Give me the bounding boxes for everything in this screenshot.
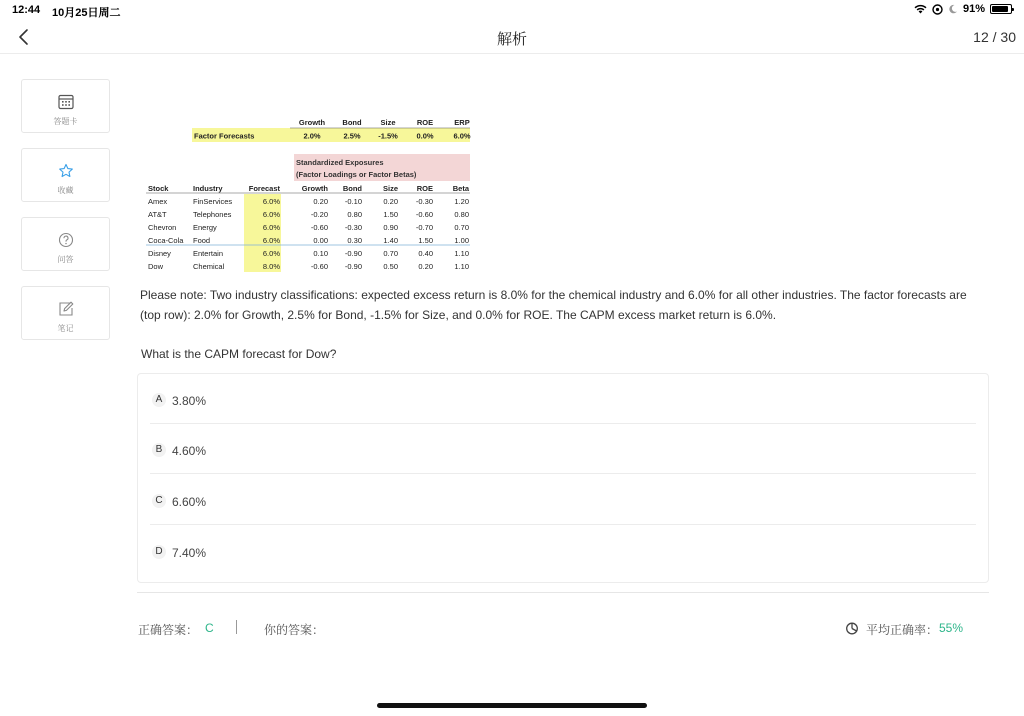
table-cell: AT&T xyxy=(148,210,167,219)
table-cell: 1.00 xyxy=(454,236,469,245)
edit-note-icon xyxy=(56,299,76,319)
column-header: Stock xyxy=(148,184,169,193)
table-cell: 0.80 xyxy=(347,210,362,219)
table-cell: -0.60 xyxy=(310,262,328,271)
table-cell: Telephones xyxy=(193,210,232,219)
table-cell: 0.00 xyxy=(313,236,328,245)
sidebar-item-label: 问答 xyxy=(57,255,74,264)
table-cell: Entertain xyxy=(193,249,224,258)
table-cell: 6.0% xyxy=(262,249,280,258)
factor-header: ROE xyxy=(416,118,434,127)
option-c[interactable] xyxy=(150,475,976,525)
option-letter: C xyxy=(152,494,166,508)
column-header: Growth xyxy=(301,184,328,193)
table-cell: Amex xyxy=(148,197,168,206)
table-cell: -0.90 xyxy=(344,262,362,271)
correct-answer-label: 正确答案： xyxy=(138,623,199,637)
table-cell: Chemical xyxy=(193,262,225,271)
factor-exposure-table xyxy=(140,108,480,278)
page-title: 解析 xyxy=(496,31,527,48)
table-cell: Disney xyxy=(148,249,171,258)
location-lock-icon xyxy=(932,4,943,15)
factor-forecast-value: 6.0% xyxy=(453,131,471,141)
question-text: What is the CAPM forecast for Dow? xyxy=(141,347,337,361)
column-header: ROE xyxy=(416,184,433,193)
answer-bar xyxy=(0,620,1024,636)
table-cell: 0.20 xyxy=(383,197,398,206)
moon-icon xyxy=(948,4,958,14)
table-cell: 6.0% xyxy=(262,210,280,219)
table-cell: Dow xyxy=(148,262,164,271)
battery-icon xyxy=(990,4,1012,14)
question-progress: 12 / 30 xyxy=(973,29,1016,45)
factor-header: ERP xyxy=(454,118,470,127)
table-cell: 0.50 xyxy=(383,262,398,271)
table-cell: Energy xyxy=(193,223,217,232)
option-text: 7.40% xyxy=(172,546,207,560)
table-cell: -0.60 xyxy=(415,210,433,219)
option-letter: B xyxy=(152,443,166,457)
question-circle-icon xyxy=(56,230,76,250)
divider xyxy=(137,592,989,593)
option-letter: A xyxy=(152,393,166,407)
sidebar-item-label: 笔记 xyxy=(57,324,74,333)
sidebar-item-label: 答题卡 xyxy=(53,117,78,126)
table-cell: 1.40 xyxy=(383,236,398,245)
option-text: 6.60% xyxy=(172,495,207,509)
table-cell: 0.10 xyxy=(313,249,328,258)
home-indicator[interactable] xyxy=(377,703,647,708)
table-cell: 1.50 xyxy=(383,210,398,219)
table-cell: -0.10 xyxy=(344,197,362,206)
factor-forecast-value: 0.0% xyxy=(416,131,434,141)
table-cell: 1.10 xyxy=(454,262,469,271)
factor-header: Size xyxy=(380,118,396,127)
column-header: Industry xyxy=(193,184,223,193)
column-header: Size xyxy=(382,184,398,193)
calendar-grid-icon xyxy=(56,92,76,112)
table-cell: Chevron xyxy=(148,223,177,232)
column-header: Beta xyxy=(452,184,469,193)
sidebar-item-label: 收藏 xyxy=(57,186,74,195)
option-d[interactable] xyxy=(150,526,976,576)
option-text: 3.80% xyxy=(172,394,207,408)
battery-level xyxy=(992,6,1008,12)
table-cell: 1.10 xyxy=(454,249,469,258)
table-cell: 0.70 xyxy=(454,223,469,232)
forecasts-label: Factor Forecasts xyxy=(194,131,255,141)
column-header: Bond xyxy=(342,184,362,193)
sidebar-item-answer-card[interactable] xyxy=(21,79,110,133)
status-indicators xyxy=(914,3,1012,15)
battery-percent: 91% xyxy=(962,3,985,15)
factor-header: Bond xyxy=(342,118,362,127)
table-cell: -0.20 xyxy=(310,210,328,219)
avg-accuracy-value: 55% xyxy=(939,621,964,635)
factor-forecast-value: 2.0% xyxy=(303,131,321,141)
star-icon xyxy=(56,161,76,181)
sidebar-item-notes[interactable] xyxy=(21,286,110,340)
table-cell: -0.70 xyxy=(415,223,433,232)
table-cell: 0.40 xyxy=(418,249,433,258)
table-cell: 1.20 xyxy=(454,197,469,206)
sidebar-item-qa[interactable] xyxy=(21,217,110,271)
exposures-subtitle: (Factor Loadings or Factor Betas) xyxy=(296,170,417,179)
wifi-icon xyxy=(914,4,927,14)
factor-forecast-value: -1.5% xyxy=(378,131,398,141)
column-header: Forecast xyxy=(248,184,280,193)
factor-header: Growth xyxy=(298,118,326,127)
factor-forecast-value: 2.5% xyxy=(343,131,361,141)
table-cell: 0.70 xyxy=(383,249,398,258)
table-cell: 0.20 xyxy=(313,197,328,206)
option-a[interactable] xyxy=(150,374,976,424)
table-cell: 6.0% xyxy=(262,223,280,232)
nav-bar xyxy=(0,20,1024,54)
avg-accuracy-label: 平均正确率： xyxy=(866,623,939,637)
table-cell: Food xyxy=(193,236,211,245)
table-cell: 0.80 xyxy=(454,210,469,219)
correct-answer-value: C xyxy=(205,621,214,635)
table-cell: 6.0% xyxy=(262,197,280,206)
option-text: 4.60% xyxy=(172,444,207,458)
answer-separator xyxy=(236,620,237,634)
table-cell: 8.0% xyxy=(262,262,280,271)
table-cell: -0.30 xyxy=(344,223,362,232)
table-cell: 0.90 xyxy=(383,223,398,232)
table-cell: -0.60 xyxy=(310,223,328,232)
table-cell: 1.50 xyxy=(418,236,433,245)
table-cell: 6.0% xyxy=(262,236,280,245)
options-list xyxy=(137,373,989,583)
pie-chart-icon xyxy=(845,621,859,635)
your-answer-label: 你的答案： xyxy=(264,623,325,637)
table-cell: -0.90 xyxy=(344,249,362,258)
option-b[interactable] xyxy=(150,424,976,474)
sidebar-item-favorite[interactable] xyxy=(21,148,110,202)
table-cell: 0.20 xyxy=(418,262,433,271)
option-letter: D xyxy=(152,545,166,559)
table-cell: FinServices xyxy=(193,197,233,206)
status-date: 10月25日周二 xyxy=(52,7,121,19)
table-cell: -0.30 xyxy=(415,197,433,206)
question-note: Please note: Two industry classifications: expected excess return is 8.0% for the chemical industry and 6.0% for all other industries. The factor forecasts are (top row): 2.0% for Growth, 2.5% for Bond, -1.5% for Size, and 0.0% for ROE. The CAPM excess market return is 6.0%. xyxy=(140,288,967,322)
status-bar xyxy=(0,0,1024,20)
status-time: 12:44 xyxy=(12,4,41,16)
table-cell: Coca-Cola xyxy=(148,236,184,245)
exposures-title: Standardized Exposures xyxy=(296,158,384,167)
table-cell: 0.30 xyxy=(347,236,362,245)
